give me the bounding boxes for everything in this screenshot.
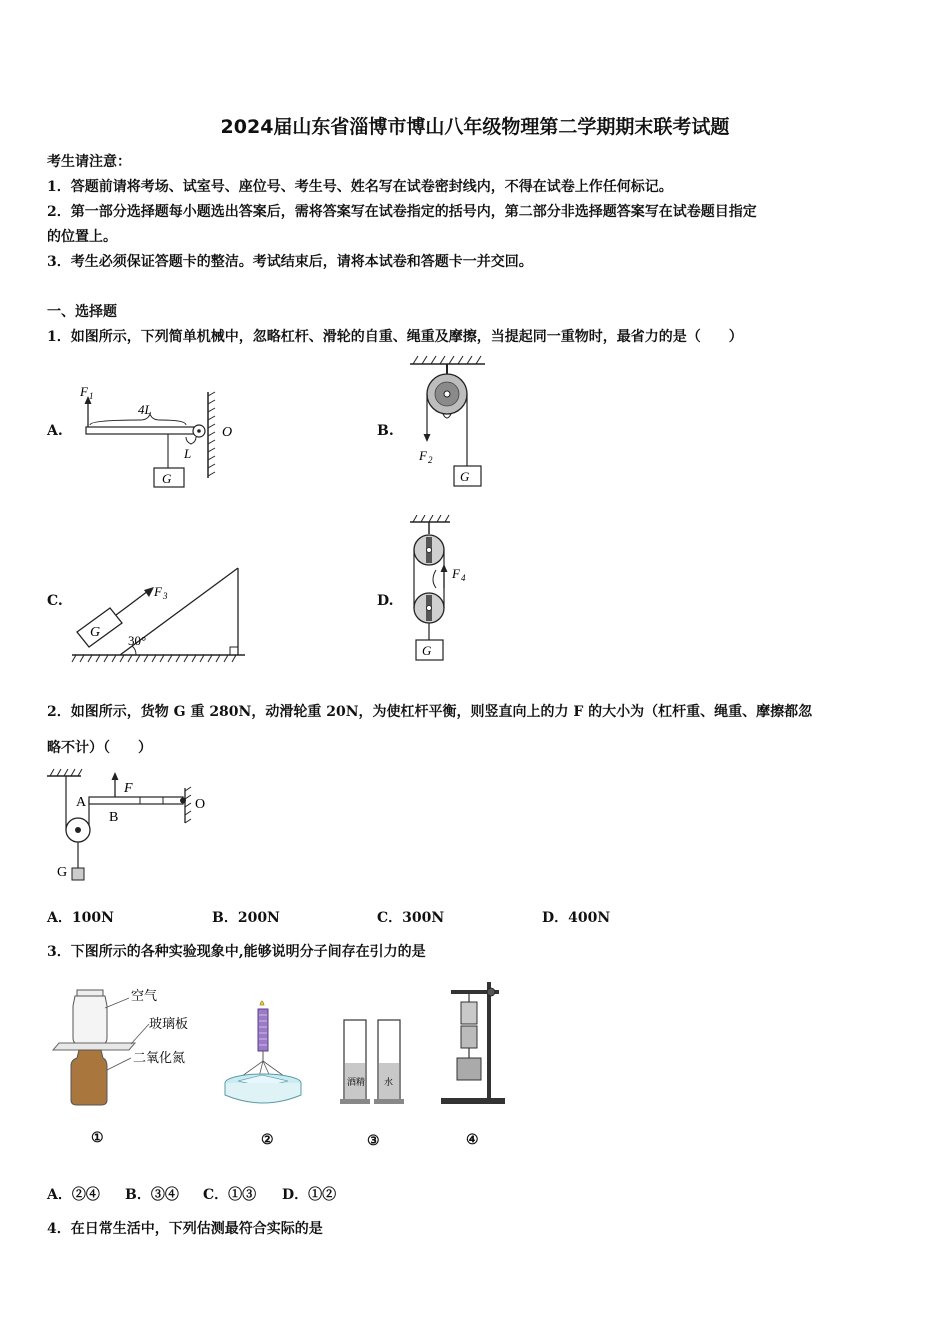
q3-caption-1: ①	[91, 1130, 104, 1146]
q3-figure-4-lead-blocks	[435, 978, 515, 1110]
q2-figure-lever-pulley	[45, 768, 225, 888]
q3-figure-2-spring-scale	[222, 995, 312, 1120]
label-force-sub: 3	[163, 591, 168, 601]
page-title: 2024届山东省淄博市博山八年级物理第二学期期末联考试题	[220, 116, 730, 138]
question-2-stem: 2．如图所示，货物 G 重 280N，动滑轮重 20N，为使杠杆平衡，则竖直向上的力 F 的大小为（杠杆重、绳重、摩擦都忽	[47, 704, 813, 720]
label-b: B	[109, 810, 119, 825]
label-pivot: O	[222, 425, 233, 440]
q1-figure-d-pulley-block	[400, 512, 490, 664]
q2-option-d[interactable]: D．400N	[542, 910, 611, 926]
q1-figure-a-lever	[70, 380, 250, 492]
q3-caption-4: ④	[466, 1132, 479, 1148]
q1-option-c-label: C.	[47, 593, 63, 609]
question-2-stem-cont: 略不计）（ ）	[47, 740, 152, 756]
label-weight: G	[90, 625, 101, 640]
label-long-arm: 4L	[138, 402, 152, 417]
label-force-sub: 4	[461, 573, 466, 583]
label-short-arm: L	[184, 446, 192, 461]
question-3-stem: 3．下图所示的各种实验现象中,能够说明分子间存在引力的是	[47, 944, 426, 960]
notice-heading: 考生请注意：	[47, 154, 131, 170]
notice-item: 1．答题前请将考场、试室号、座位号、考生号、姓名写在试卷密封线内，不得在试卷上作任何标记。	[47, 179, 673, 195]
q2-option-b[interactable]: B．200N	[212, 910, 280, 926]
label-force-sub: 2	[428, 455, 433, 465]
label-a: A	[76, 795, 87, 810]
q1-option-a-label: A.	[47, 423, 63, 439]
question-4-stem: 4．在日常生活中，下列估测最符合实际的是	[47, 1221, 323, 1237]
label-weight: G	[162, 471, 172, 486]
question-1-stem: 1．如图所示，下列简单机械中，忽略杠杆、滑轮的自重、绳重及摩擦，当提起同一重物时，最省力的是（ ）	[47, 329, 743, 345]
label-weight: G	[460, 469, 470, 484]
label-weight: G	[57, 865, 68, 880]
q3-option-c[interactable]: C．①③	[203, 1187, 257, 1203]
label-force: F	[452, 566, 460, 581]
section-heading: 一、选择题	[47, 304, 117, 320]
label-force-sub: 1	[89, 391, 94, 401]
label-pivot: O	[195, 797, 206, 812]
label-force: F	[124, 781, 133, 796]
label-glass: 玻璃板	[149, 1016, 189, 1031]
q1-figure-c-inclined-plane	[70, 560, 250, 670]
q2-option-a[interactable]: A．100N	[47, 910, 114, 926]
label-water: 水	[384, 1077, 394, 1087]
notice-item: 2．第一部分选择题每小题选出答案后，需将答案写在试卷指定的括号内，第二部分非选择题答案写在试卷题目指定	[47, 204, 757, 220]
label-air: 空气	[131, 988, 158, 1003]
q1-option-b-label: B.	[377, 423, 394, 439]
label-alcohol: 酒精	[347, 1077, 366, 1087]
label-force: F	[419, 448, 427, 463]
q3-option-b[interactable]: B．③④	[125, 1187, 179, 1203]
label-angle: 30°	[128, 633, 147, 648]
q3-caption-2: ②	[261, 1132, 274, 1148]
q1-option-d-label: D.	[377, 593, 394, 609]
label-weight: G	[422, 643, 432, 658]
q3-caption-3: ③	[367, 1133, 380, 1149]
notice-item: 3．考生必须保证答题卡的整洁。考试结束后，请将本试卷和答题卡一并交回。	[47, 254, 533, 270]
q3-option-d[interactable]: D．①②	[282, 1187, 337, 1203]
q3-option-a[interactable]: A．②④	[47, 1187, 100, 1203]
q2-option-c[interactable]: C．300N	[377, 910, 445, 926]
q1-figure-b-fixed-pulley	[405, 352, 495, 494]
q3-figure-1-diffusion	[45, 980, 205, 1150]
label-gas: 二氧化氮	[133, 1050, 186, 1065]
label-force: F	[154, 584, 162, 599]
notice-item: 的位置上。	[47, 229, 117, 245]
label-force: F	[80, 384, 88, 399]
q3-figure-3-cylinders	[338, 1015, 418, 1110]
